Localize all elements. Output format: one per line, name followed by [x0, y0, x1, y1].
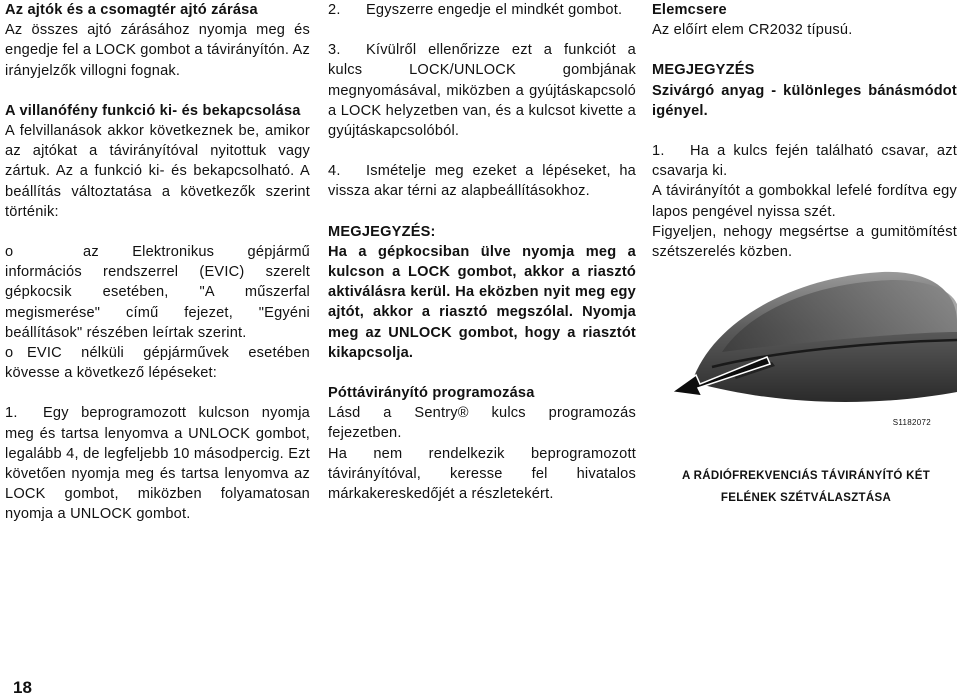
bullet-item-evic [5, 242, 310, 343]
figure-caption: A RÁDIÓFREKVENCIÁS TÁVIRÁNYÍTÓ KÉT FELÉNEK SZÉTVÁLASZTÁSA [681, 470, 931, 504]
section-title-locking: Az ajtók és a csomagtér ajtó zárása [5, 2, 258, 18]
step-number: 1. [652, 143, 665, 160]
step-text: Ismételje meg ezeket a lépéseket, ha vissza akar térni az alapbeállításokhoz. [328, 163, 636, 200]
section-body-spare-remote-2: Ha nem rendelkezik beprogramozott távirányítóval, keresse fel hivatalos márkakereskedőjét a részletekért. [328, 445, 636, 503]
step-text: Kívülről ellenőrizze ezt a funkciót a kulcs LOCK/UNLOCK gombjának megnyomásával, miközben a gyújtáskapcsoló a LOCK helyzetben van, és a kulcsot kivette a gyújtáskapcsolóból. [328, 42, 636, 140]
step-text: Egyszerre engedje el mindkét gombot. [366, 2, 623, 18]
section-title-spare-remote: Póttávirányító programozása [328, 385, 535, 402]
figure-code: S1182072 [892, 418, 931, 427]
note-text: Szivárgó anyag - különleges bánásmódot igényel. [652, 82, 957, 119]
section-body-battery: Az előírt elem CR2032 típusú. [652, 22, 853, 39]
step-4 [328, 161, 636, 201]
note-title: MEGJEGYZÉS [652, 62, 755, 79]
section-body-spare-remote: Lásd a Sentry® kulcs programozás fejezetben. [328, 405, 636, 442]
note-title: MEGJEGYZÉS: [328, 223, 436, 240]
step-number: 3. [328, 42, 341, 59]
left-column [5, 0, 310, 525]
section-body-flash-function: A felvillanások akkor következnek be, amikor az ajtókat a távirányítóval nyitottuk vagy zártuk. Az a funkció ki- és bekapcsolható. A beállítás változtatása a következők szerint történik: [5, 123, 310, 220]
bullet-item-no-evic [5, 343, 310, 383]
page-number: 18 [13, 678, 32, 697]
right-column [652, 0, 957, 262]
bullet-marker: o [5, 345, 14, 362]
key-fob-illustration [652, 262, 957, 432]
step-number: 2. [328, 2, 341, 18]
section-title-flash-function: A villanófény funkció ki- és bekapcsolása [5, 102, 301, 119]
step-1 [652, 141, 957, 181]
note-text: Ha a gépkocsiban ülve nyomja meg a kulcson a LOCK gombot, akkor a riasztó aktiválásra kerül. Ha eközben nyit meg egy ajtót, akkor a riasztó megszólal. Nyomja meg az UNLOCK gombot, hogy a riasztót kikapcsolja. [328, 243, 636, 361]
step-1 [5, 403, 310, 524]
middle-column [328, 0, 636, 504]
key-fob-figure [652, 262, 957, 432]
step-number: 1. [5, 405, 18, 422]
step-text: Ha a kulcs fején található csavar, azt csavarja ki. [652, 143, 957, 180]
section-body-locking: Az összes ajtó zárásához nyomja meg és engedje fel a LOCK gombot a távirányítón. Az irányjelzők villogni fognak. [5, 22, 310, 79]
section-title-battery: Elemcsere [652, 2, 727, 18]
step-2 [328, 0, 636, 20]
step-text: Egy beprogramozott kulcson nyomja meg és tartsa lenyomva a UNLOCK gombot, legalább 4, de legfeljebb 10 másodpercig. Ezt követően nyomja meg és tartsa lenyomva az LOCK gombot, miközben folyamatosan nyomja a UNLOCK gombot. [5, 405, 310, 523]
bullet-text: EVIC nélküli gépjárművek esetében kövesse a következő lépéseket: [5, 345, 310, 382]
instruction-gasket-warning: Figyeljen, nehogy megsértse a gumitömítést szétszerelés közben. [652, 223, 957, 261]
step-number: 4. [328, 163, 341, 180]
bullet-marker: o [5, 244, 14, 261]
instruction-open-remote: A távirányítót a gombokkal lefelé fordítva egy lapos pengével nyissa szét. [652, 183, 957, 220]
bullet-text: az Elektronikus gépjármű információs rendszerrel (EVIC) szerelt gépkocsik esetében, "A műszerfal megismerése" című fejezet, "Egyéni beállítások" részében leírtak szerint. [5, 244, 310, 341]
step-3 [328, 40, 636, 141]
